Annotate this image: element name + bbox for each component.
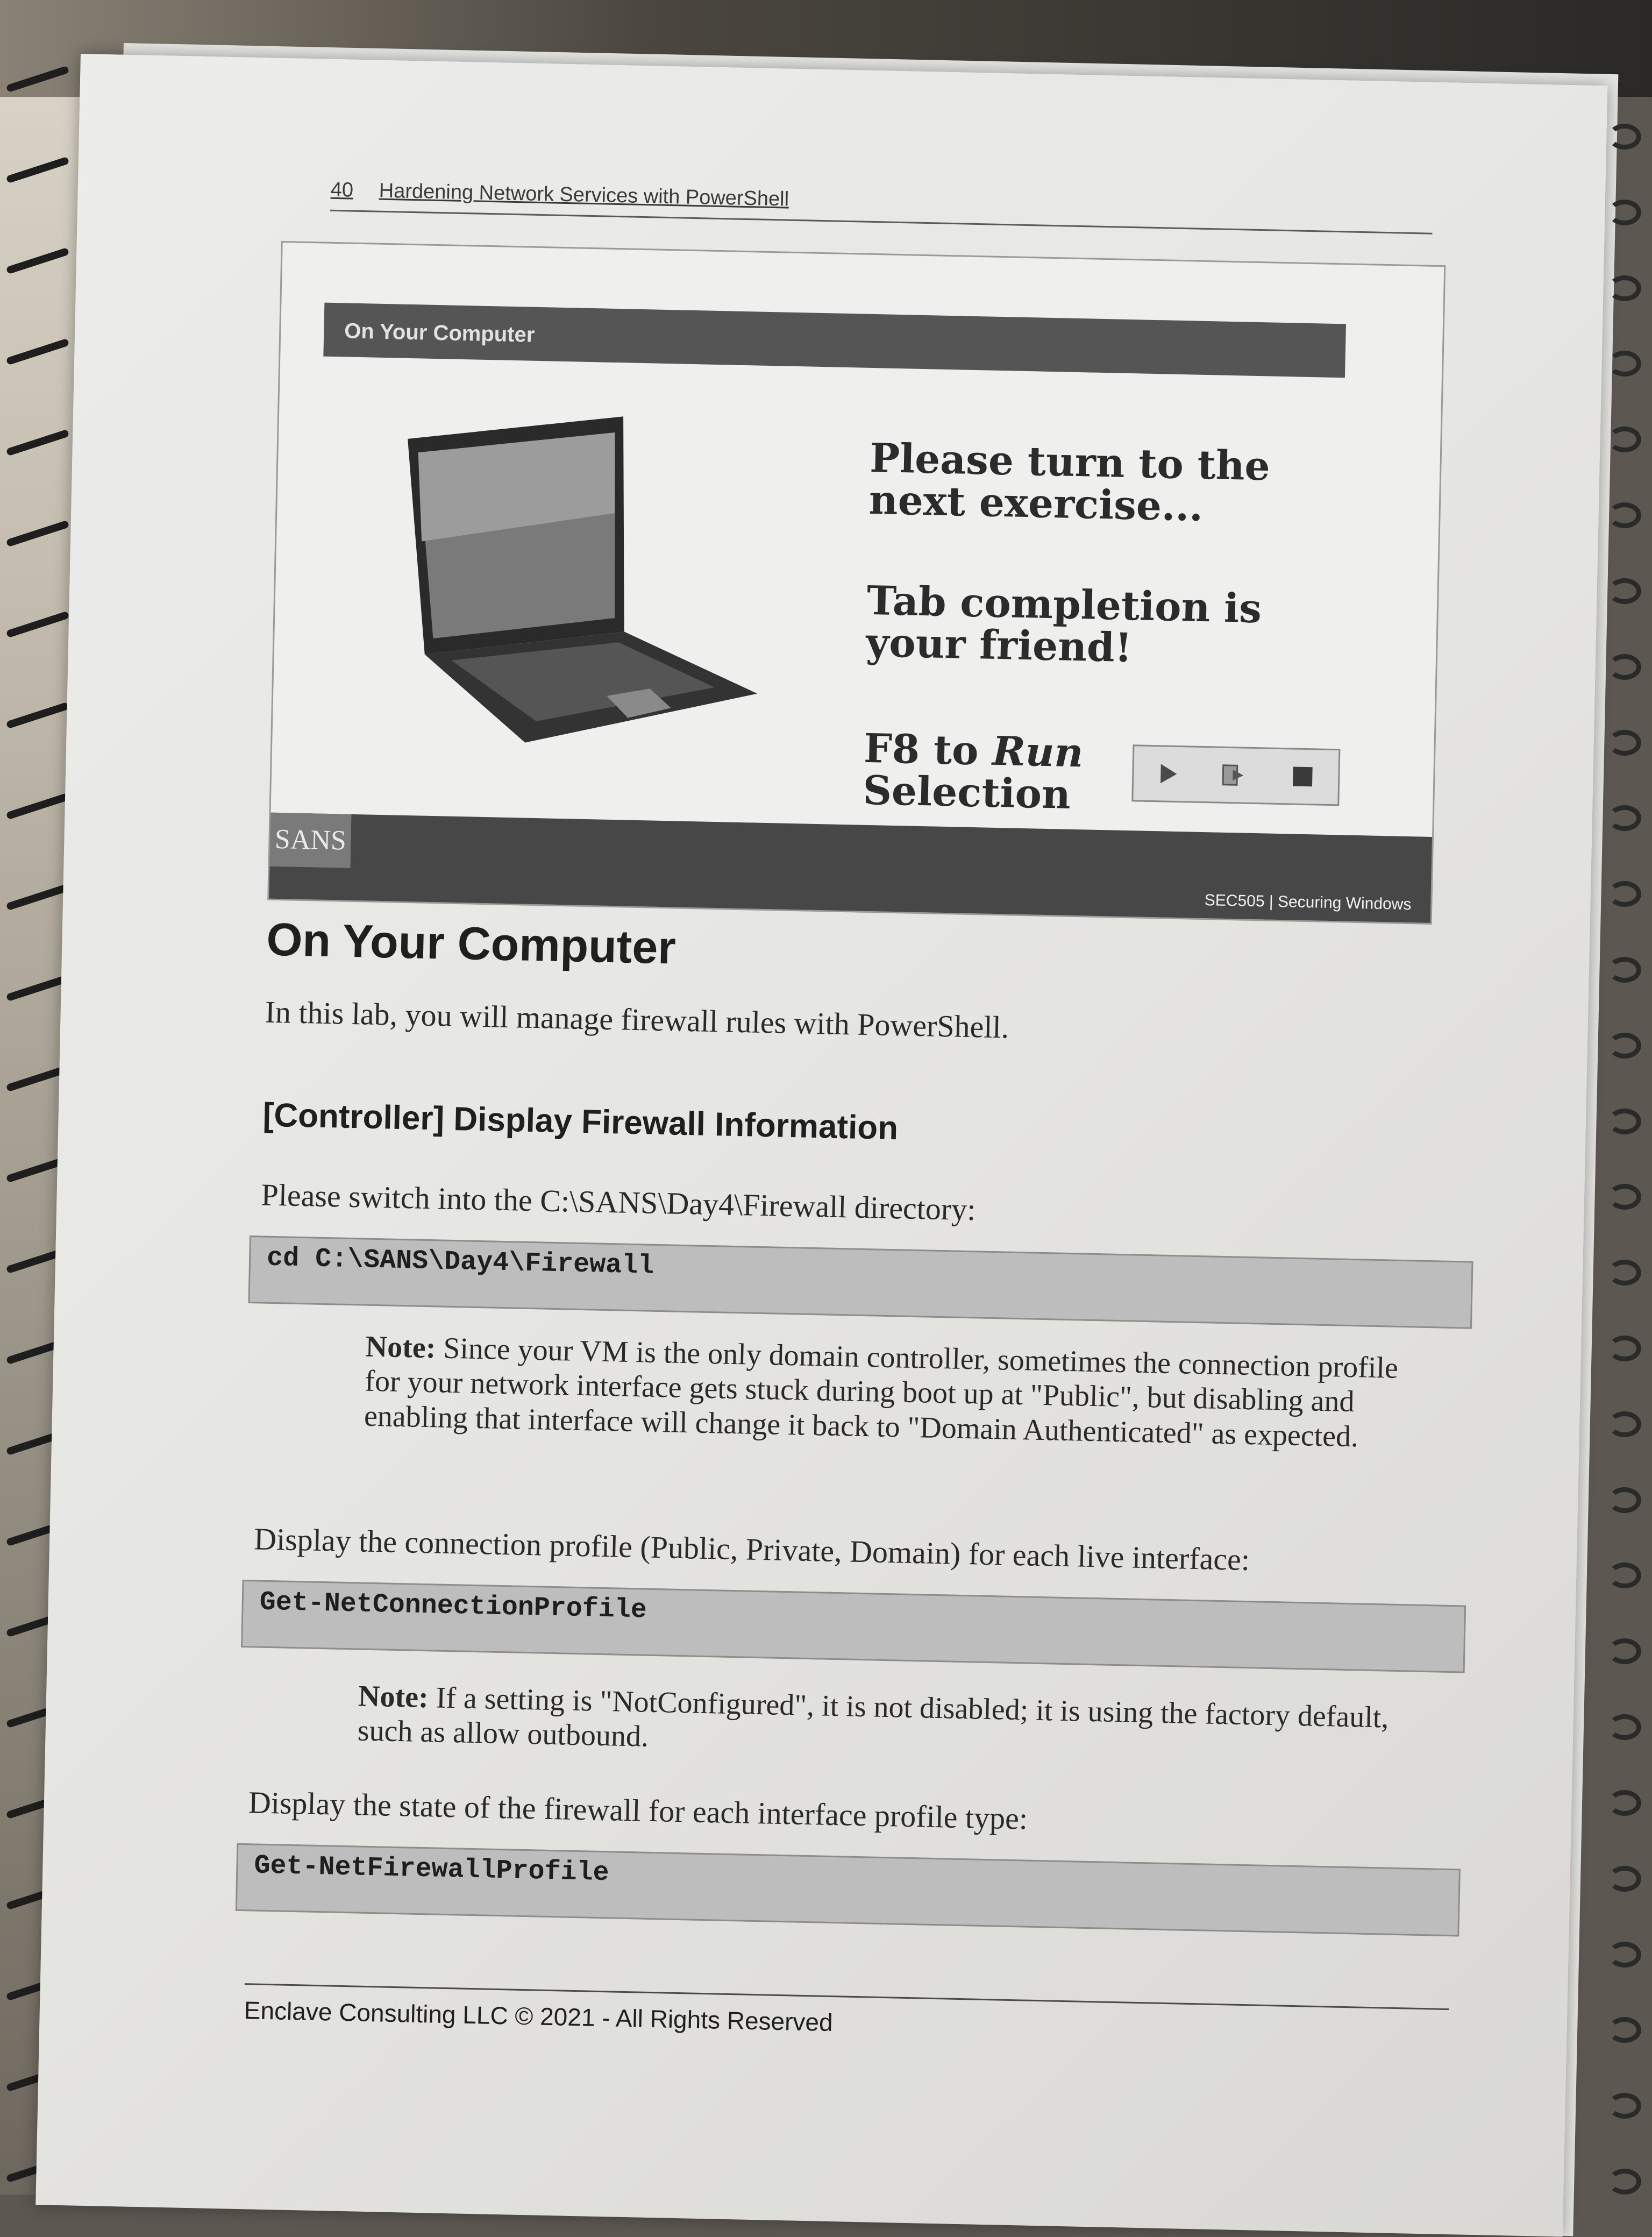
sans-logo: SANS	[269, 813, 351, 868]
page-header-title: Hardening Network Services with PowerShell	[379, 179, 789, 211]
step-display-connection-profile: Display the connection profile (Public, Private, Domain) for each live interface:	[253, 1521, 1250, 1578]
spiral-binding-right	[1608, 124, 1646, 2195]
code-text-firewall-profile: Get-NetFirewallProfile	[253, 1850, 610, 1889]
subsection-title: [Controller] Display Firewall Information	[262, 1096, 899, 1147]
stop-icon	[1290, 763, 1316, 790]
slide-message-next-exercise: Please turn to the next exercise...	[868, 435, 1271, 530]
copyright-notice: Enclave Consulting LLC © 2021 - All Rights Reserved	[244, 1996, 834, 2037]
slide-title: On Your Computer	[344, 319, 535, 347]
code-block-connection-profile	[241, 1580, 1466, 1673]
laptop-icon	[390, 401, 774, 753]
f8-run-word: Run	[992, 728, 1084, 777]
note-text: If a setting is "NotConfigured", it is not disabled; it is using the factory default, such as allow outbound.	[357, 1681, 1390, 1754]
run-icon	[1155, 761, 1181, 787]
f8-prefix: F8 to	[863, 725, 993, 775]
note-not-configured	[357, 1679, 1401, 1770]
note-text: Since your VM is the only domain controller, sometimes the connection profile for your network interface gets stuck during boot up at "Public", but disabling and enabling that interface will change it back to "Domain Authenticated" as expected.	[364, 1331, 1399, 1454]
run-toolbar-image	[1131, 744, 1340, 806]
code-block-firewall-profile	[236, 1843, 1461, 1937]
document-page	[35, 54, 1607, 2237]
note-label: Note:	[365, 1330, 436, 1365]
code-text-cd: cd C:\SANS\Day4\Firewall	[266, 1242, 654, 1282]
intro-paragraph: In this lab, you will manage firewall rules with PowerShell.	[265, 994, 1009, 1045]
section-title: On Your Computer	[266, 913, 677, 974]
step-display-firewall-state: Display the state of the firewall for each interface profile type:	[248, 1785, 1028, 1836]
step-switch-directory: Please switch into the C:\SANS\Day4\Firewall directory:	[260, 1177, 977, 1227]
slide-footer-bar	[269, 813, 1432, 923]
note-connection-profile	[364, 1330, 1409, 1455]
page-header	[330, 167, 1433, 235]
slide-message-f8-run	[862, 725, 1133, 818]
slide-image	[267, 241, 1446, 925]
code-block-cd	[248, 1235, 1473, 1329]
page-number: 40	[330, 178, 354, 202]
course-label: SEC505 | Securing Windows	[1204, 891, 1412, 914]
page-footer	[244, 1983, 1449, 2037]
code-text-connection-profile: Get-NetConnectionProfile	[259, 1587, 647, 1626]
slide-message-tab-completion: Tab completion is your friend!	[865, 577, 1262, 671]
slide-title-bar	[323, 303, 1346, 378]
run-selection-icon	[1220, 762, 1246, 789]
note-label: Note:	[358, 1679, 429, 1715]
f8-selection-word: Selection	[862, 767, 1071, 818]
